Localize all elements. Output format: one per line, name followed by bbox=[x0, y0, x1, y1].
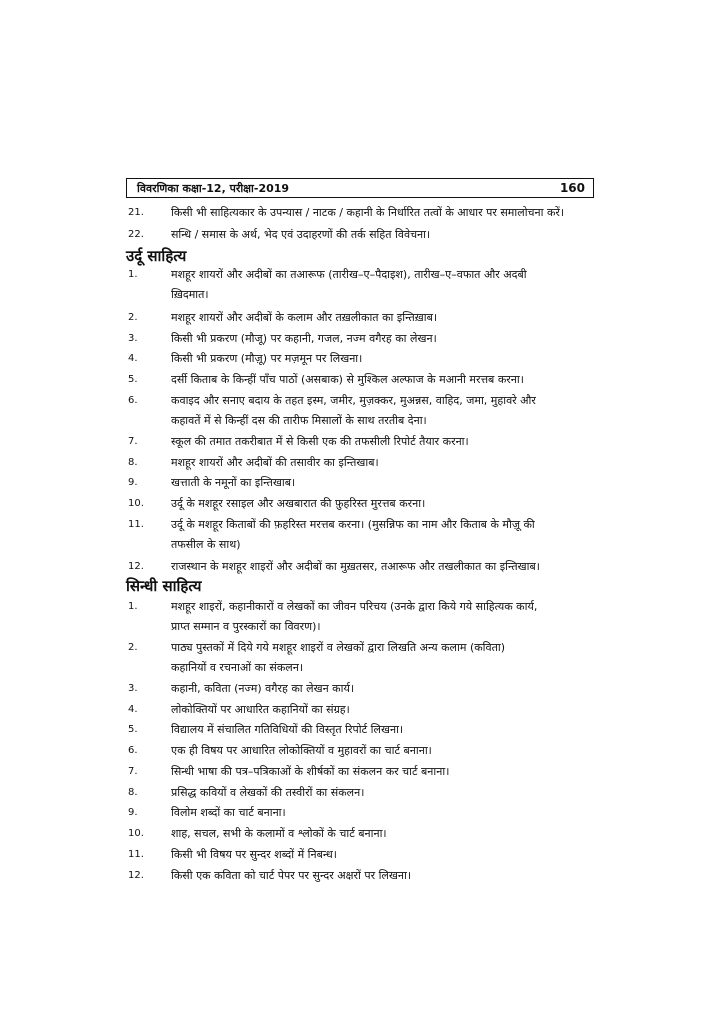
section-heading-urdu: उर्दू साहित्य bbox=[126, 247, 187, 265]
item-text: मशहूर शायरों और अदीबों का तआरूफ (तारीख–ए–पैदाइश), तारीख–ए–वफात और अदबी bbox=[171, 268, 527, 281]
item-number: 8. bbox=[128, 787, 138, 798]
item-number: 21. bbox=[128, 207, 144, 218]
item-text: किसी भी साहित्यकार के उपन्यास / नाटक / कहानी के निर्धारित तत्वों के आधार पर समालोचना करें। bbox=[171, 206, 565, 219]
item-number: 12. bbox=[128, 870, 144, 881]
item-text: ख़िदमात। bbox=[171, 288, 209, 301]
item-text: कहानियों व रचनाओं का संकलन। bbox=[171, 661, 304, 674]
item-text: किसी भी विषय पर सुन्दर शब्दों में निबन्ध। bbox=[171, 848, 337, 861]
item-text: किसी एक कविता को चार्ट पेपर पर सुन्दर अक्षरों पर लिखना। bbox=[171, 869, 412, 882]
item-number: 4. bbox=[128, 704, 138, 715]
item-number: 12. bbox=[128, 561, 144, 572]
item-text: सिन्धी भाषा की पत्र–पत्रिकाओं के शीर्षकों का संकलन कर चार्ट बनाना। bbox=[171, 765, 450, 778]
item-text: उर्दू के मशहूर रसाइल और अखबारात की फ़ुहरिस्त मुरत्तब करना। bbox=[171, 497, 426, 510]
item-number: 7. bbox=[128, 436, 138, 447]
item-number: 10. bbox=[128, 498, 144, 509]
item-text: किसी भी प्रकरण (मौज़ू) पर मज़मून पर लिखना। bbox=[171, 352, 363, 365]
item-number: 2. bbox=[128, 312, 138, 323]
item-text: प्राप्त सम्मान व पुरस्कारों का विवरण)। bbox=[171, 620, 321, 633]
item-number: 11. bbox=[128, 519, 144, 530]
item-number: 11. bbox=[128, 849, 144, 860]
item-text: राजस्थान के मशहूर शाइरों और अदीबों का मुख़तसर, तआरूफ और तखलीकात का इन्तिखाब। bbox=[171, 560, 540, 573]
item-text: कहानी, कविता (नज्म) वगैरह का लेखन कार्य। bbox=[171, 682, 355, 695]
item-number: 2. bbox=[128, 642, 138, 653]
item-number: 6. bbox=[128, 745, 138, 756]
item-number: 5. bbox=[128, 724, 138, 735]
item-number: 9. bbox=[128, 807, 138, 818]
item-number: 1. bbox=[128, 269, 138, 280]
item-number: 6. bbox=[128, 395, 138, 406]
item-text: एक ही विषय पर आधारित लोकोक्तियों व मुहावरों का चार्ट बनाना। bbox=[171, 744, 432, 757]
page-header bbox=[126, 178, 594, 198]
item-number: 22. bbox=[128, 229, 144, 240]
item-number: 5. bbox=[128, 374, 138, 385]
item-text: खत्ताती के नमूनों का इन्तिखाब। bbox=[171, 476, 296, 489]
item-text: सन्धि / समास के अर्थ, भेद एवं उदाहरणों की तर्क सहित विवेचना। bbox=[171, 228, 431, 241]
item-text: तफसील के साथ) bbox=[171, 538, 241, 551]
item-text: कवाइद और सनाए बदाय के तहत इस्म, जमीर, मुज़क्कर, मुअन्नस, वाहिद, जमा, मुहावरे और bbox=[171, 394, 536, 407]
item-text: स्कूल की तमात तकरीबात में से किसी एक की तफसीली रिपोर्ट तैयार करना। bbox=[171, 435, 469, 448]
item-number: 7. bbox=[128, 766, 138, 777]
item-number: 3. bbox=[128, 683, 138, 694]
item-text: उर्दू के मशहूर किताबों की फ़हरिस्त मरत्तब करना। (मुसन्निफ का नाम और किताब के मौज़ू की bbox=[171, 518, 535, 531]
item-text: विद्यालय में संचालित गतिविधियों की विस्तृत रिपोर्ट लिखना। bbox=[171, 723, 404, 736]
item-text: मशहूर शायरों और अदीबों के कलाम और तख़लीकात का इन्तिख़ाब। bbox=[171, 311, 438, 324]
item-text: विलोम शब्दों का चार्ट बनाना। bbox=[171, 806, 286, 819]
item-text: लोकोक्तियों पर आधारित कहानियों का संग्रह। bbox=[171, 703, 350, 716]
item-number: 1. bbox=[128, 601, 138, 612]
item-text: मशहूर शाइरों, कहानीकारों व लेखकों का जीवन परिचय (उनके द्वारा किये गये साहित्यक कार्य, bbox=[171, 600, 538, 613]
item-text: मशहूर शायरों और अदीबों की तसावीर का इन्तिखाब। bbox=[171, 456, 379, 469]
item-number: 8. bbox=[128, 457, 138, 468]
item-text: प्रसिद्ध कवियों व लेखकों की तस्वीरों का संकलन। bbox=[171, 786, 365, 799]
item-text: शाह, सचल, सभी के कलामों व श्लोकों के चार्ट बनाना। bbox=[171, 827, 387, 840]
item-number: 10. bbox=[128, 828, 144, 839]
item-text: पाठ्य पुस्तकों में दिये गये मशहूर शाइरों व लेखकों द्वारा लिखति अन्य कलाम (कविता) bbox=[171, 641, 506, 654]
section-heading-sindhi: सिन्धी साहित्य bbox=[126, 577, 202, 595]
item-number: 4. bbox=[128, 353, 138, 364]
page-number: 160 bbox=[559, 181, 585, 195]
item-text: दर्सी किताब के किन्हीं पाँच पाठों (असबाक) से मुश्किल अल्फाज के मआनी मरत्तब करना। bbox=[171, 373, 524, 386]
item-text: किसी भी प्रकरण (मौजू) पर कहानी, गजल, नज्म वगैरह का लेखन। bbox=[171, 332, 437, 345]
item-text: कहावतें में से किन्हीं दस की तारीफ मिसालों के साथ तरतीब देना। bbox=[171, 414, 427, 427]
item-number: 3. bbox=[128, 333, 138, 344]
header-title: विवरणिका कक्षा-12, परीक्षा-2019 bbox=[137, 181, 290, 195]
item-number: 9. bbox=[128, 477, 138, 488]
